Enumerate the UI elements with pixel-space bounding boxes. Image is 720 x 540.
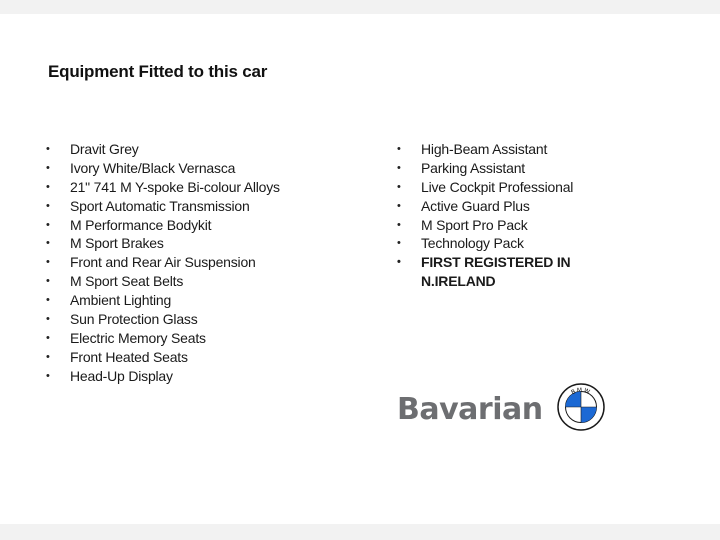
list-item: • Dravit Grey [46,140,280,159]
list-item: • M Sport Brakes [46,234,280,253]
list-item: • M Sport Pro Pack [397,216,591,235]
bmw-roundel-icon [557,383,605,436]
equipment-list-right [397,140,591,291]
list-item: • 21" 741 M Y-spoke Bi-colour Alloys [46,178,280,197]
list-item: • Sport Automatic Transmission [46,197,280,216]
list-item: • M Sport Seat Belts [46,272,280,291]
document-page [0,14,720,524]
list-item: • High-Beam Assistant [397,140,591,159]
list-item: • Electric Memory Seats [46,329,280,348]
list-item: • Parking Assistant [397,159,591,178]
list-item: • Ambient Lighting [46,291,280,310]
list-item: • Head-Up Display [46,367,280,386]
list-item: • Ivory White/Black Vernasca [46,159,280,178]
registration-note: • FIRST REGISTERED IN N.IRELAND [397,253,591,291]
equipment-list-left [46,140,280,386]
list-item: • Front and Rear Air Suspension [46,253,280,272]
dealer-logo [397,383,605,436]
list-item: • Live Cockpit Professional [397,178,591,197]
list-item: • M Performance Bodykit [46,216,280,235]
list-item: • Front Heated Seats [46,348,280,367]
bmw-letters: BMW [569,386,592,397]
list-item: • Sun Protection Glass [46,310,280,329]
dealer-wordmark: Bavarian [397,392,543,427]
list-item: • Active Guard Plus [397,197,591,216]
page-title: Equipment Fitted to this car [48,62,268,81]
list-item: • Technology Pack [397,234,591,253]
